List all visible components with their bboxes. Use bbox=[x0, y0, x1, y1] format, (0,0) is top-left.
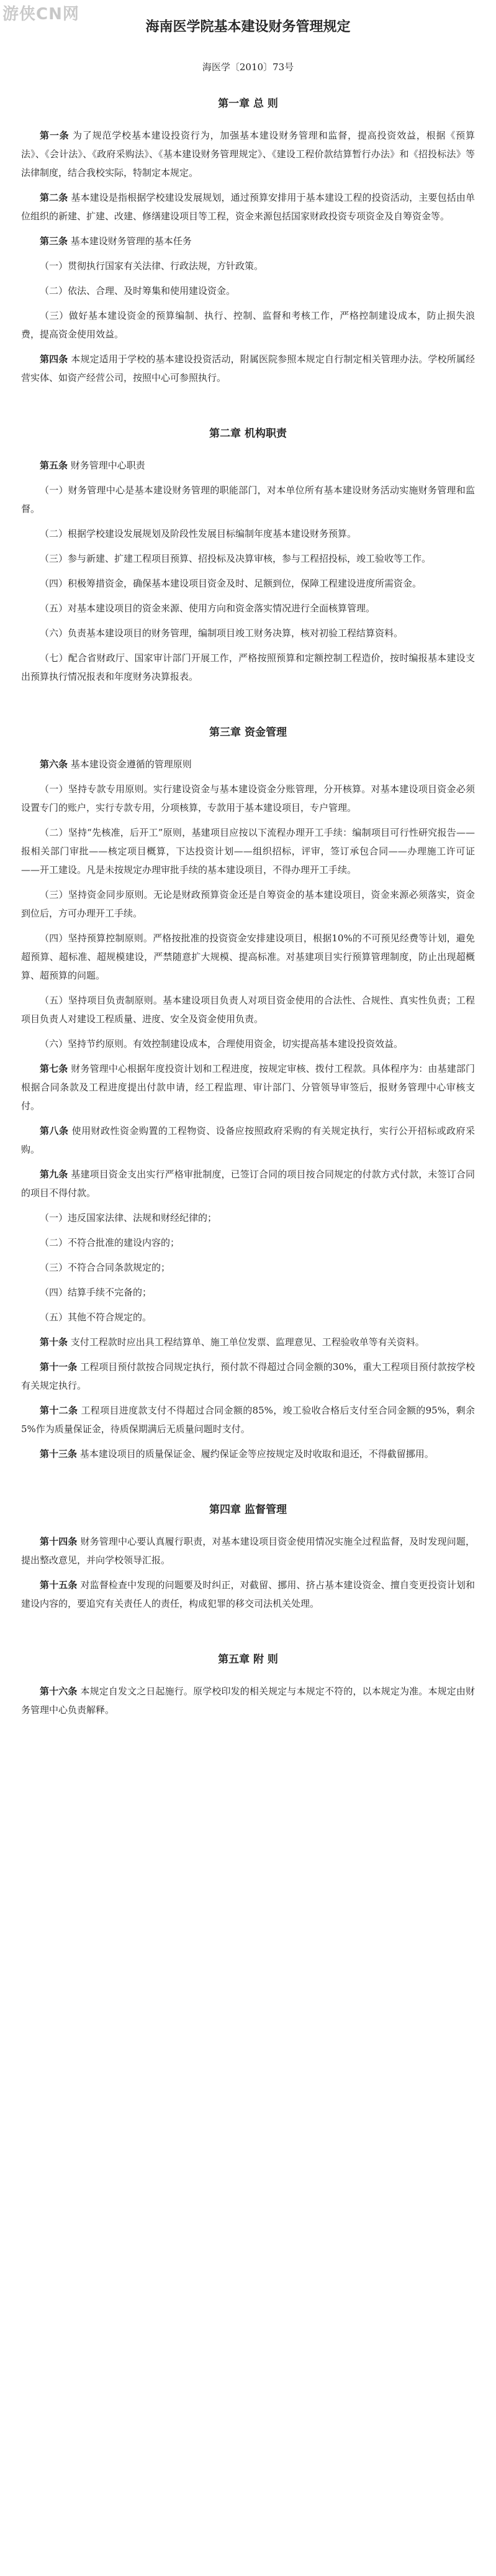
article-item bbox=[21, 1035, 475, 1053]
article-paragraph bbox=[21, 1532, 475, 1569]
article-text: （五）对基本建设项目的资金来源、使用方向和资金落实情况进行全面核算管理。 bbox=[40, 603, 376, 614]
chapter-heading: 第一章 总 则 bbox=[218, 98, 278, 110]
article-number: 第十一条 bbox=[40, 1361, 78, 1372]
article-item bbox=[21, 1258, 475, 1277]
article-item bbox=[21, 549, 475, 568]
article-text: 工程项目进度款支付不得超过合同金额的85%，竣工验收合格后支付至合同金额的95%，剩余5%作为质量保证金，待质保期满后无质量问题时支付。 bbox=[21, 1405, 475, 1435]
article-item bbox=[21, 1208, 475, 1227]
article-number: 第十六条 bbox=[40, 1686, 78, 1697]
document-body bbox=[21, 94, 475, 1719]
article-item bbox=[21, 780, 475, 817]
article-item bbox=[21, 885, 475, 923]
article-text: 使用财政性资金购置的工程物资、设备应按照政府采购的有关规定执行，实行公开招标或政府采购。 bbox=[21, 1125, 475, 1155]
article-item bbox=[21, 599, 475, 618]
article-item bbox=[21, 991, 475, 1028]
article-text: 本规定自发文之日起施行。原学校印发的相关规定与本规定不符的，以本规定为准。本规定由财务管理中心负责解释。 bbox=[21, 1686, 475, 1715]
article-paragraph bbox=[21, 232, 475, 250]
article-item bbox=[21, 1233, 475, 1252]
chapter-heading: 第四章 监督管理 bbox=[209, 1504, 287, 1516]
article-paragraph bbox=[21, 1358, 475, 1395]
article-text: （三）参与新建、扩建工程项目预算、招投标及决算审核，参与工程招投标，竣工验收等工作。 bbox=[40, 553, 431, 564]
article-text: 本规定适用于学校的基本建设投资活动，附属医院参照本规定自行制定相关管理办法。学校所属经营实体、如资产经营公司，按照中心可参照执行。 bbox=[21, 354, 475, 383]
chapter-heading: 第三章 资金管理 bbox=[209, 726, 287, 739]
article-item bbox=[21, 281, 475, 300]
article-item bbox=[21, 257, 475, 275]
article-text: （一）财务管理中心是基本建设财务管理的职能部门，对本单位所有基本建设财务活动实施财务管理和监督。 bbox=[21, 485, 475, 514]
article-item bbox=[21, 574, 475, 593]
article-text: （三）坚持资金同步原则。无论是财政预算资金还是自筹资金的基本建设项目，资金来源必须落实，资金到位后，方可办理开工手续。 bbox=[21, 889, 475, 919]
article-item bbox=[21, 481, 475, 518]
article-text: 工程项目预付款按合同规定执行，预付款不得超过合同金额的30%，重大工程项目预付款按学校有关规定执行。 bbox=[21, 1361, 475, 1391]
article-paragraph bbox=[21, 1121, 475, 1159]
chapter-heading: 第五章 附 则 bbox=[218, 1653, 278, 1666]
article-item bbox=[21, 1283, 475, 1302]
article-paragraph bbox=[21, 1576, 475, 1613]
article-paragraph bbox=[21, 1682, 475, 1719]
article-text: 财务管理中心职责 bbox=[68, 460, 145, 471]
article-text: （二）依法、合理、及时筹集和使用建设资金。 bbox=[40, 285, 236, 296]
article-text: 支付工程款时应出具工程结算单、施工单位发票、监理意见、工程验收单等有关资料。 bbox=[68, 1336, 425, 1348]
article-text: （四）积极筹措资金，确保基本建设项目资金及时、足额到位，保障工程建设进度所需资金。 bbox=[40, 578, 422, 589]
article-paragraph bbox=[21, 1165, 475, 1202]
article-text: 基本建设是指根据学校建设发展规划，通过预算安排用于基本建设工程的投资活动，主要包括由单位组织的新建、扩建、改建、修缮建设项目等工程，资金来源包括国家财政投资专项资金及自筹资金等。 bbox=[21, 192, 475, 222]
article-paragraph bbox=[21, 1401, 475, 1438]
article-item bbox=[21, 524, 475, 543]
article-text: （七）配合省财政厅、国家审计部门开展工作，严格按照预算和定额控制工程造价，按时编报基本建设支出预算执行情况报表和年度财务决算报表。 bbox=[21, 652, 475, 682]
article-paragraph bbox=[21, 1333, 475, 1351]
article-number: 第七条 bbox=[40, 1063, 68, 1074]
article-number: 第二条 bbox=[40, 192, 68, 203]
article-number: 第六条 bbox=[40, 759, 68, 770]
article-number: 第十四条 bbox=[40, 1536, 78, 1547]
article-number: 第四条 bbox=[40, 354, 68, 365]
article-number: 第八条 bbox=[40, 1125, 69, 1136]
article-text: （三）不符合合同条款规定的； bbox=[40, 1262, 171, 1273]
article-text: 财务管理中心要认真履行职责，对基本建设项目资金使用情况实施全过程监督，及时发现问题，提出整改意见，并向学校领导汇报。 bbox=[21, 1536, 475, 1566]
article-number: 第九条 bbox=[40, 1169, 68, 1180]
article-item bbox=[21, 624, 475, 642]
article-item bbox=[21, 306, 475, 344]
article-paragraph bbox=[21, 1445, 475, 1463]
chapter-heading: 第二章 机构职责 bbox=[209, 427, 287, 440]
article-text: （三）做好基本建设资金的预算编制、执行、控制、监督和考核工作，严格控制建设成本，防止损失浪费，提高资金使用效益。 bbox=[21, 310, 475, 340]
article-item bbox=[21, 649, 475, 686]
document-number: 海医学〔2010〕73号 bbox=[202, 62, 294, 73]
article-number: 第五条 bbox=[40, 460, 68, 471]
article-text: （二）坚持“先核准，后开工”原则，基建项目应按以下流程办理开工手续：编制项目可行性研究报告——报相关部门审批——核定项目概算，下达投资计划——组织招标，评审，签订承包合同——办理施工许可证——开工建设。凡是未按规定办理审批手续的基本建设项目，不得办理开工手续。 bbox=[21, 827, 475, 875]
article-paragraph bbox=[21, 188, 475, 226]
article-text: 基本建设财务管理的基本任务 bbox=[68, 235, 192, 247]
article-text: （六）负责基本建设项目的财务管理，编制项目竣工财务决算，核对初验工程结算资料。 bbox=[40, 628, 404, 639]
article-text: （五）坚持项目负责制原则。基本建设项目负责人对项目资金使用的合法性、合规性、真实性负责；工程项目负责人对建设工程质量、进度、安全及资金使用负责。 bbox=[21, 995, 475, 1025]
article-number: 第十二条 bbox=[40, 1405, 78, 1416]
article-text: （六）坚持节约原则。有效控制建设成本，合理使用资金，切实提高基本建设投资效益。 bbox=[40, 1038, 404, 1049]
site-watermark: 游侠CN网 bbox=[2, 5, 79, 24]
article-text: （一）违反国家法律、法规和财经纪律的； bbox=[40, 1212, 217, 1223]
article-text: （四）坚持预算控制原则。严格按批准的投资资金安排建设项目，根据10%的不可预见经费等计划，避免超预算、超标准、超规模建设，严禁随意扩大规模、提高标准。对基建项目实行预算管理制度，防止出现超概算、超预算的问题。 bbox=[21, 933, 475, 981]
article-paragraph bbox=[21, 1059, 475, 1115]
article-text: 基建项目资金支出实行严格审批制度，已签订合同的项目按合同规定的付款方式付款，未签订合同的项目不得付款。 bbox=[21, 1169, 475, 1199]
article-paragraph bbox=[21, 350, 475, 387]
article-number: 第三条 bbox=[40, 235, 68, 247]
article-number: 第十三条 bbox=[40, 1448, 78, 1459]
article-number: 第十五条 bbox=[40, 1579, 78, 1591]
article-text: （四）结算手续不完备的； bbox=[40, 1287, 152, 1298]
article-paragraph bbox=[21, 126, 475, 182]
article-text: （二）不符合批准的建设内容的； bbox=[40, 1237, 180, 1248]
article-text: 为了规范学校基本建设投资行为，加强基本建设财务管理和监督，提高投资效益，根据《预算法》、《会计法》、《政府采购法》、《基本建设财务管理规定》、《建设工程价款结算暂行办法》和《招投标法》等法律制度，结合我校实际，特制定本规定。 bbox=[21, 130, 475, 178]
article-text: （二）根据学校建设发展规划及阶段性发展目标编制年度基本建设财务预算。 bbox=[40, 528, 357, 539]
article-item bbox=[21, 929, 475, 985]
article-text: （五）其他不符合规定的。 bbox=[40, 1312, 152, 1323]
article-item bbox=[21, 1308, 475, 1327]
article-paragraph bbox=[21, 456, 475, 475]
article-number: 第十条 bbox=[40, 1336, 68, 1348]
document-title: 海南医学院基本建设财务管理规定 bbox=[145, 19, 351, 35]
article-paragraph bbox=[21, 755, 475, 774]
article-text: 基本建设项目的质量保证金、履约保证金等应按规定及时收取和退还，不得截留挪用。 bbox=[77, 1448, 434, 1459]
article-text: 对监督检查中发现的问题要及时纠正，对截留、挪用、挤占基本建设资金、擅自变更投资计划和建设内容的，要追究有关责任人的责任，构成犯罪的移交司法机关处理。 bbox=[21, 1579, 475, 1609]
article-text: （一）坚持专款专用原则。实行建设资金与基本建设资金分账管理，分开核算。对基本建设项目资金必须设置专门的账户，实行专款专用，分项核算，专款用于基本建设项目，专户管理。 bbox=[21, 783, 475, 813]
article-number: 第一条 bbox=[40, 130, 70, 141]
article-text: 财务管理中心根据年度投资计划和工程进度，按规定审核、拨付工程款。具体程序为：由基建部门根据合同条款及工程进度提出付款申请，经工程监理、审计部门、分管领导审签后，报财务管理中心审核支付。 bbox=[21, 1063, 475, 1112]
article-item bbox=[21, 823, 475, 879]
article-text: 基本建设资金遵循的管理原则 bbox=[68, 759, 192, 770]
article-text: （一）贯彻执行国家有关法律、行政法规，方针政策。 bbox=[40, 260, 264, 272]
